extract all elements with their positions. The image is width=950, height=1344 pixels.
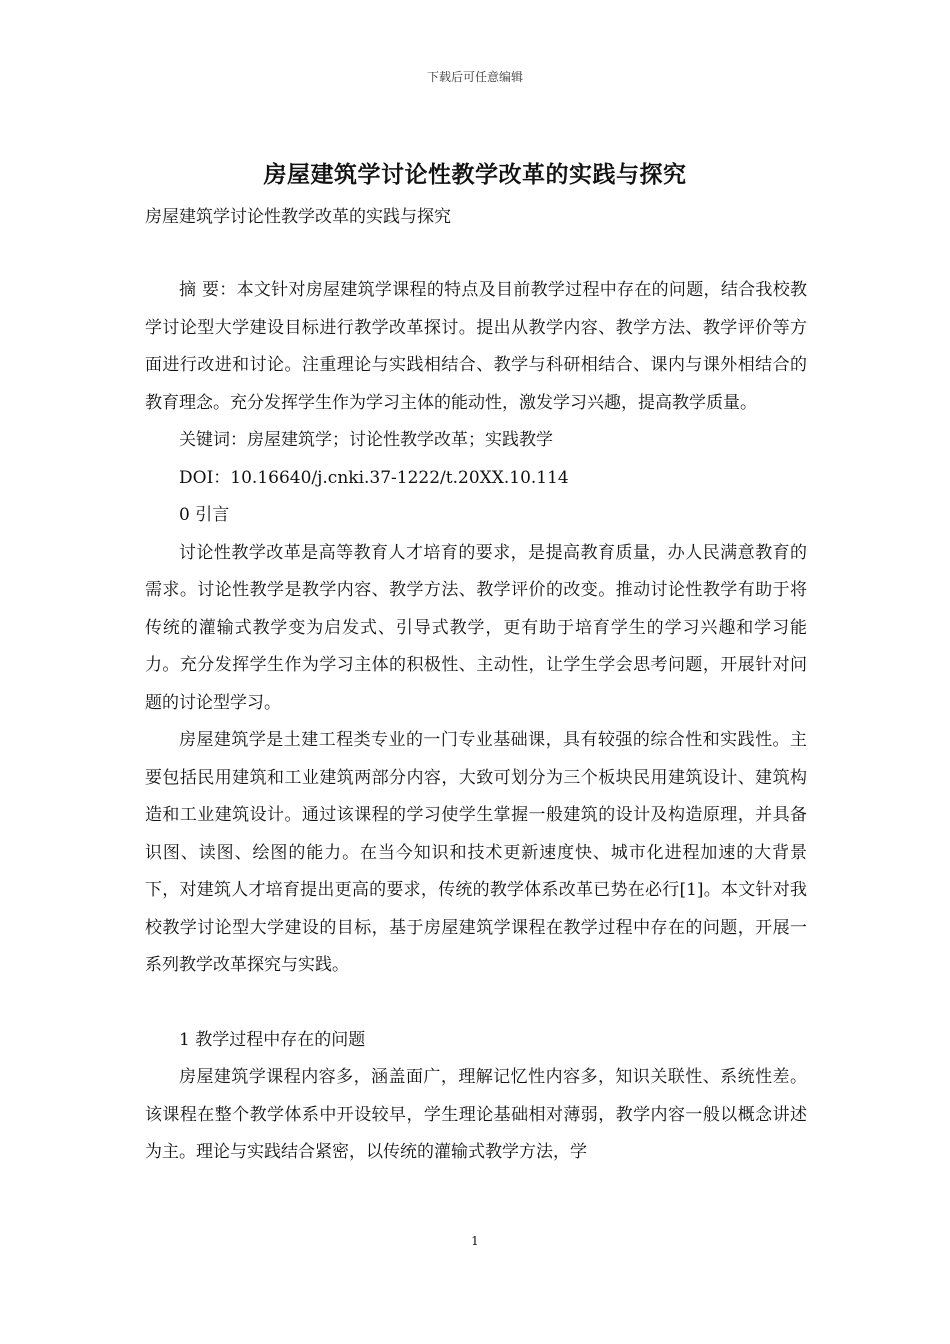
doi-line: DOI：10.16640/j.cnki.37-1222/t.20XX.10.114 [179,467,569,488]
header-note: 下载后可任意编辑 [426,70,523,84]
document-body [145,272,807,1172]
document-title: 房屋建筑学讨论性教学改革的实践与探究 [263,161,687,188]
page-number: 1 [471,1234,479,1248]
section-heading-introduction: 0 引言 [179,505,230,525]
section-heading-problems: 1 教学过程中存在的问题 [179,1029,366,1050]
keywords-line: 关键词：房屋建筑学；讨论性教学改革；实践教学 [179,430,553,450]
body-paragraph: 讨论性教学改革是高等教育人才培育的要求，是提高教育质量，办人民满意教育的需求。讨论性教学是教学内容、教学方法、教学评价的改变。推动讨论性教学有助于将传统的灌输式教学变为启发式、引导式教学，更有助于培育学生的学习兴趣和学习能力。充分发挥学生作为学习主体的积极性、主动性，让学生学会思考问题，开展针对问题的讨论型学习。 [145,542,807,713]
abstract-paragraph: 摘 要：本文针对房屋建筑学课程的特点及目前教学过程中存在的问题，结合我校教学讨论型大学建设目标进行教学改革探讨。提出从教学内容、教学方法、教学评价等方面进行改进和讨论。注重理论与实践相结合、教学与科研相结合、课内与课外相结合的教育理念。充分发挥学生作为学习主体的能动性，激发学习兴趣，提高教学质量。 [145,280,807,413]
document-subtitle: 房屋建筑学讨论性教学改革的实践与探究 [145,207,451,227]
body-paragraph: 房屋建筑学是土建工程类专业的一门专业基础课，具有较强的综合性和实践性。主要包括民用建筑和工业建筑两部分内容，大致可划分为三个板块民用建筑设计、建筑构造和工业建筑设计。通过该课程的学习使学生掌握一般建筑的设计及构造原理，并具备识图、读图、绘图的能力。在当今知识和技术更新速度快、城市化进程加速的大背景下，对建筑人才培育提出更高的要求，传统的教学体系改革已势在必行[1]。本文针对我校教学讨论型大学建设的目标，基于房屋建筑学课程在教学过程中存在的问题，开展一系列教学改革探究与实践。 [145,730,807,975]
body-paragraph: 房屋建筑学课程内容多，涵盖面广，理解记忆性内容多，知识关联性、系统性差。该课程在整个教学体系中开设较早，学生理论基础相对薄弱，教学内容一般以概念讲述为主。理论与实践结合紧密，以传统的灌输式教学方法，学 [145,1067,807,1162]
